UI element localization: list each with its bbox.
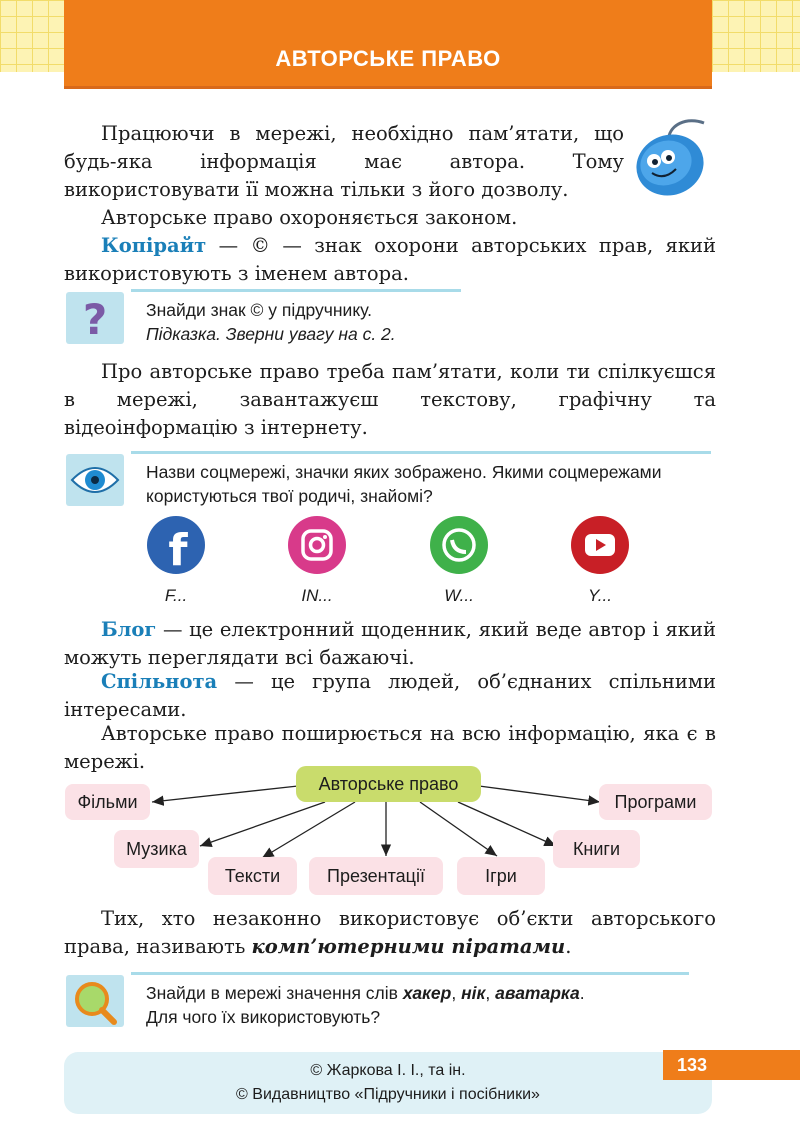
page-number <box>663 1050 800 1080</box>
diagram-node-music: Музика <box>114 830 199 868</box>
blog-term: Блог <box>101 618 157 641</box>
scope-paragraph: Авторське право поширюється на всю інформацію, яка є в мережі. <box>64 722 716 773</box>
diagram-node-games: Ігри <box>457 857 545 895</box>
task-search-pre: Знайди в мережі значення слів <box>146 983 403 1003</box>
copyright-term: Копірайт <box>101 234 207 257</box>
arrow-to-games <box>420 802 497 856</box>
task-search-line1 <box>146 981 712 1005</box>
intro-paragraph: Працюючи в мережі, необхідно пам’ятати, що будь-яка інформація має автора. Тому використовувати її можна тільки з його дозволу. <box>64 122 624 201</box>
diagram-center-copyright: Авторське право <box>296 766 481 802</box>
youtube-label: Y... <box>588 586 612 605</box>
word-avatar: аватарка <box>495 983 580 1003</box>
diagram-node-texts: Тексти <box>208 857 297 895</box>
arrow-to-films <box>152 786 298 802</box>
task-search-sep: , <box>451 983 462 1003</box>
copyright-definition: — © — знак охорони авторських прав, який використовують з іменем автора. <box>64 234 716 285</box>
magnifier-icon <box>66 975 124 1027</box>
instagram-label: IN... <box>301 586 333 605</box>
task-search-sep: , <box>485 983 496 1003</box>
task-search-line2: Для чого їх використовують? <box>146 1007 381 1027</box>
remember-paragraph: Про авторське право треба пам’ятати, коли ти спілкуєшся в мережі, завантажуєш текстову, графічну та відеоінформацію з інтернету. <box>64 360 716 439</box>
word-nick: нік <box>461 983 486 1003</box>
blog-definition-text: — це електронний щоденник, який веде автор і який можуть переглядати всі бажаючі. <box>64 618 716 669</box>
footer-authors: © Жаркова І. І., та ін. <box>310 1062 466 1079</box>
task-search-end: . <box>579 983 585 1003</box>
diagram-node-books: Книги <box>553 830 640 868</box>
diagram-node-films: Фільми <box>65 784 150 820</box>
pirates-text: Тих, хто незаконно використовує об’єкти авторського права, називають <box>64 907 716 958</box>
law-paragraph: Авторське право охороняється законом. <box>101 206 518 229</box>
whatsapp-label: W... <box>444 586 474 605</box>
task-social: Назви соцмережі, значки яких зображено. Якими соцмережами користуються твої родичі, знайомі? <box>146 462 662 506</box>
task-divider <box>131 972 689 975</box>
footer-copyright <box>64 1052 712 1114</box>
page-title: АВТОРСЬКЕ ПРАВО <box>275 46 501 71</box>
arrow-to-programs <box>479 786 600 802</box>
task-find-sign-text: Знайди знак © у підручнику. <box>146 300 373 320</box>
task-search-words <box>146 981 712 1029</box>
pirates-term: комп’ютерними піратами <box>251 935 566 958</box>
pirates-end: . <box>565 935 572 958</box>
page-number-text: 133 <box>677 1055 708 1075</box>
community-term: Спільнота <box>101 670 218 693</box>
arrow-to-texts <box>262 802 355 858</box>
diagram-node-presentations: Презентації <box>309 857 443 895</box>
facebook-label: F... <box>164 586 188 605</box>
pirates-paragraph <box>64 905 716 961</box>
task-hint: Підказка. Зверни увагу на с. 2. <box>146 324 396 344</box>
svg-text:?: ? <box>82 295 108 344</box>
footer-publisher: © Видавництво «Підручники і посібники» <box>236 1086 540 1103</box>
arrow-to-music <box>200 802 325 846</box>
diagram-node-programs: Програми <box>599 784 712 820</box>
svg-text:f: f <box>168 525 188 574</box>
word-hacker: хакер <box>402 983 452 1003</box>
community-definition-text: — це група людей, об’єднаних спільними інтересами. <box>64 670 716 721</box>
